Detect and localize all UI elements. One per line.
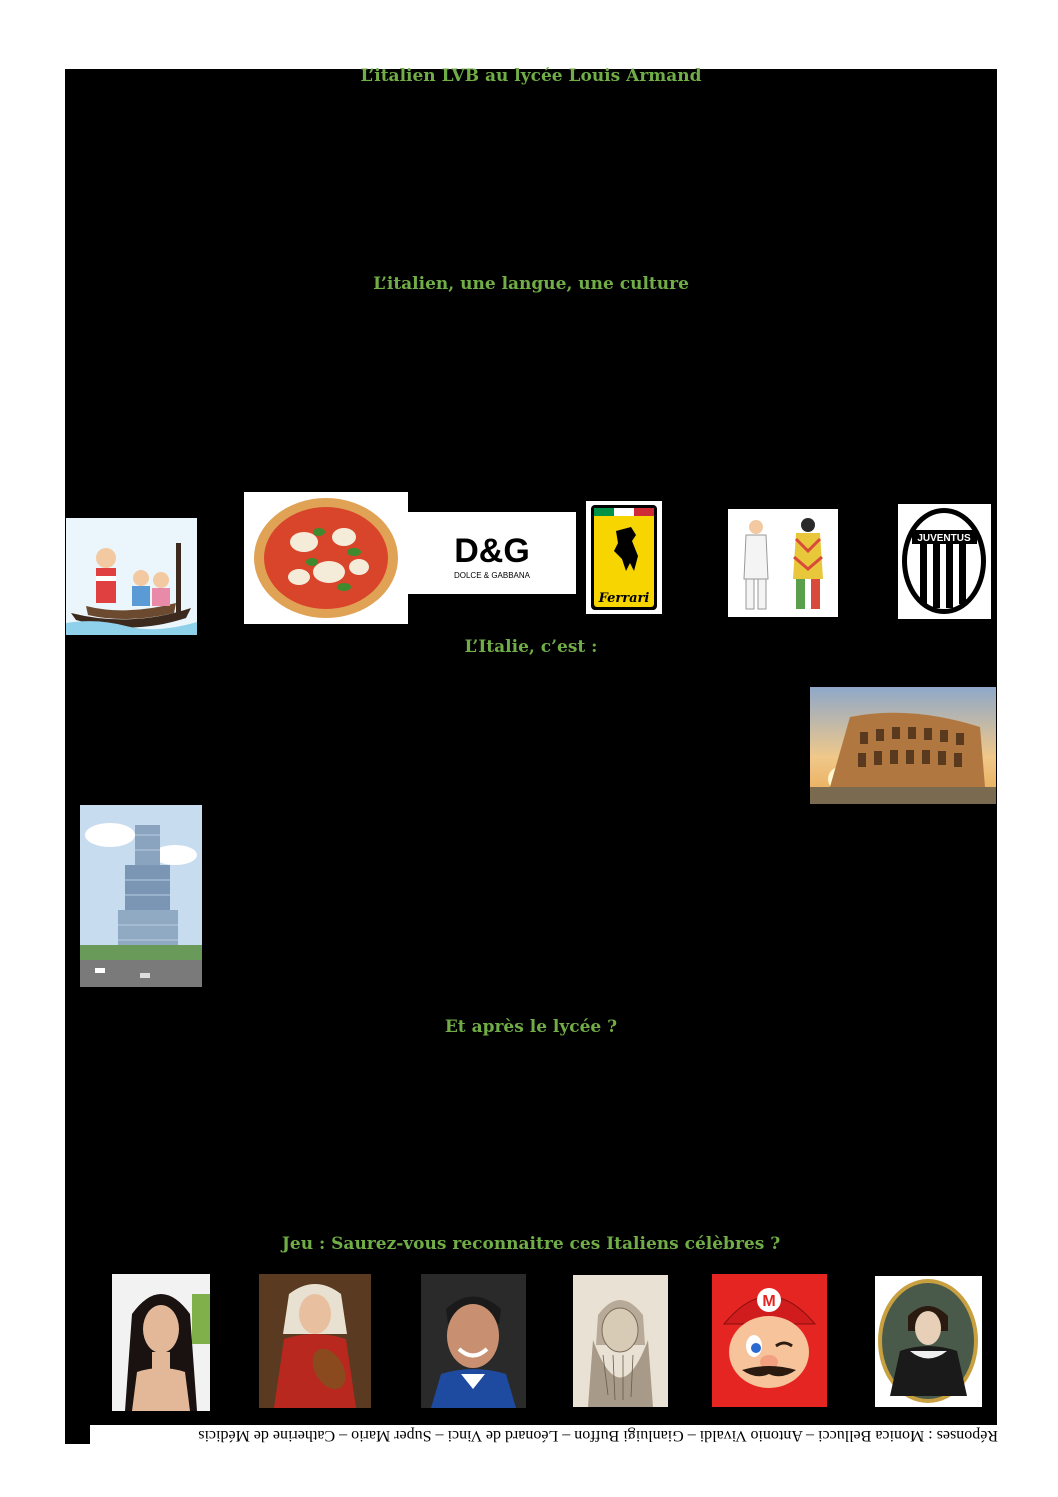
ferrari-logo-text: Ferrari [598, 591, 650, 606]
dg-logo-text: D&G [454, 532, 530, 570]
portrait-3-image [421, 1274, 526, 1408]
juventus-logo-text: JUVENTUS [917, 533, 971, 544]
apres-lycee-heading: Et après le lycée ? [444, 1017, 618, 1037]
dolce-gabbana-logo [408, 512, 576, 594]
title-heading: L’italien LVB au lycée Louis Armand [360, 66, 702, 86]
portrait-1-image [112, 1274, 210, 1411]
portrait-2-image [259, 1274, 371, 1408]
commedia-characters-image [728, 509, 838, 617]
portrait-6-image [875, 1276, 982, 1407]
jeu-heading: Jeu : Saurez-vous reconnaitre ces Italiens célèbres ? [281, 1234, 781, 1254]
juventus-logo [898, 504, 991, 619]
answers-text: Réponses : Monica Bellucci – Antonio Vivaldi – Gianluigi Buffon – Léonard de Vinci – Super Mario – Catherine de Médicis [90, 1425, 998, 1445]
italie-heading: L’Italie, c’est : [464, 637, 598, 657]
portrait-4-image [573, 1275, 668, 1407]
langue-culture-heading: L’italien, une langue, une culture [373, 274, 689, 294]
dg-logo-subtext: DOLCE & GABBANA [453, 571, 531, 580]
colosseum-image [810, 687, 996, 804]
ferrari-logo [586, 501, 662, 614]
svg-text:M: M [762, 1293, 776, 1310]
modern-building-image [80, 805, 202, 987]
portrait-5-image [712, 1274, 827, 1407]
gondola-image [66, 518, 197, 635]
pizza-image [244, 492, 408, 624]
